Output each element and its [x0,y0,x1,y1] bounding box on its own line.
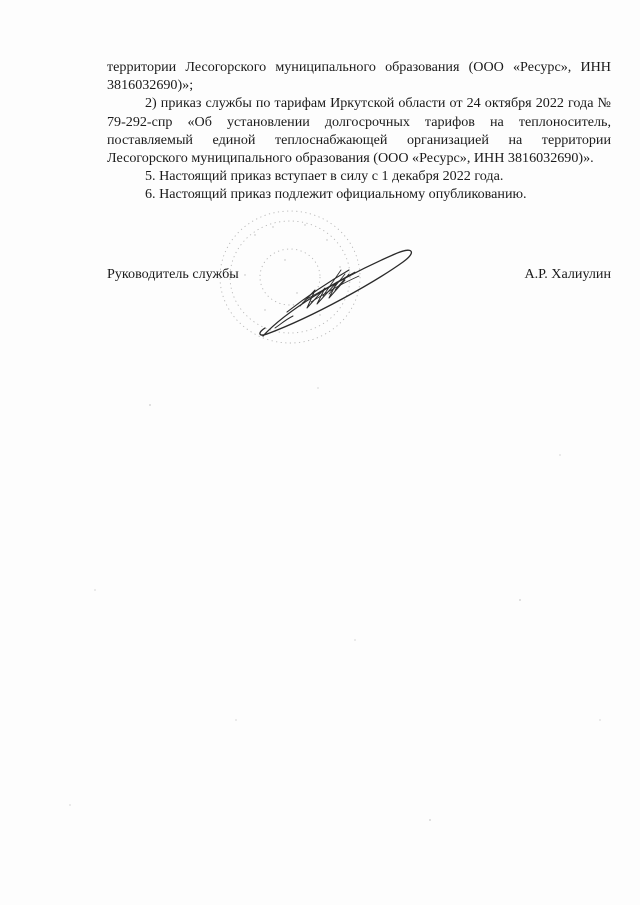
signer-position: Руководитель службы [107,266,239,282]
paragraph-continuation: территории Лесогорского муниципального образования (ООО «Ресурс», ИНН 3816032690)»; [107,59,611,94]
signer-name: А.Р. Халиулин [524,266,611,282]
paragraph-item-2: 2) приказ службы по тарифам Иркутской области от 24 октября 2022 года № 79-292-спр «Об установлении долгосрочных тарифов на теплоноситель, поставляемый единой теплоснабжающей организацией на территории Лесогорского муниципального образования (ООО «Ресурс», ИНН 3816032690)». [107,95,611,167]
paragraph-item-6: 6. Настоящий приказ подлежит официальному опубликованию. [145,186,527,203]
document-body [107,58,611,204]
handwritten-signature [245,240,420,345]
paragraph-item-5: 5. Настоящий приказ вступает в силу с 1 декабря 2022 года. [145,168,504,185]
